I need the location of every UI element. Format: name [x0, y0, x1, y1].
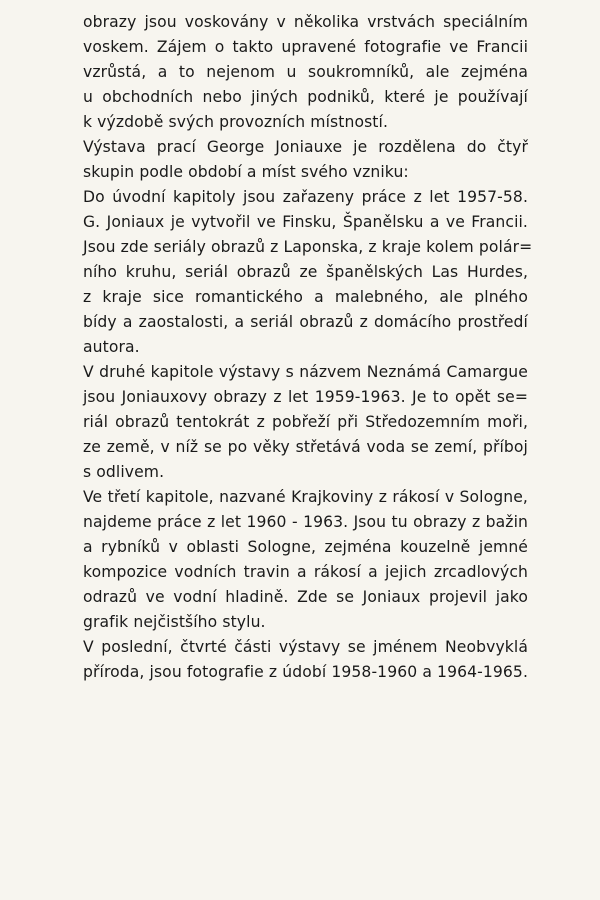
text-line: autora. — [83, 338, 140, 356]
text-line: Výstava prací George Joniauxe je rozdělena do čtyř — [83, 138, 528, 156]
text-line: V druhé kapitole výstavy s názvem Neznámá Camargue — [83, 363, 528, 381]
text-line: příroda, jsou fotografie z údobí 1958-1960 a 1964-1965. — [83, 663, 528, 681]
text-line: riál obrazů tentokrát z pobřeží při Středozemním moři, — [83, 413, 528, 431]
text-line: ního kruhu, seriál obrazů ze španělských Las Hurdes, — [83, 263, 528, 281]
text-line: bídy a zaostalosti, a seriál obrazů z domácího prostředí — [83, 313, 528, 331]
text-line: jsou Joniauxovy obrazy z let 1959-1963. Je to opět se= — [83, 388, 528, 406]
body-text — [83, 10, 533, 685]
text-line: odrazů ve vodní hladině. Zde se Joniaux projevil jako — [83, 588, 528, 606]
text-line: Jsou zde seriály obrazů z Laponska, z kraje kolem polár= — [83, 238, 533, 256]
text-line: a rybníků v oblasti Sologne, zejména kouzelně jemné — [83, 538, 528, 556]
text-line: vzrůstá, a to nejenom u soukromníků, ale zejména — [83, 63, 528, 81]
text-line: voskem. Zájem o takto upravené fotografie ve Francii — [83, 38, 528, 56]
text-line: u obchodních nebo jiných podniků, které je používají — [83, 88, 528, 106]
text-line: kompozice vodních travin a rákosí a jejich zrcadlových — [83, 563, 528, 581]
text-line: najdeme práce z let 1960 - 1963. Jsou tu obrazy z bažin — [83, 513, 528, 531]
text-line: ze země, v níž se po věky střetává voda se zemí, příboj — [83, 438, 528, 456]
text-line: skupin podle období a míst svého vzniku: — [83, 163, 409, 181]
text-line: k výzdobě svých provozních místností. — [83, 113, 389, 131]
text-line: z kraje sice romantického a malebného, ale plného — [83, 288, 528, 306]
text-line: Ve třetí kapitole, nazvané Krajkoviny z rákosí v Sologne, — [83, 488, 528, 506]
text-line: G. Joniaux je vytvořil ve Finsku, Španělsku a ve Francii. — [83, 213, 528, 231]
text-line: Do úvodní kapitoly jsou zařazeny práce z let 1957-58. — [83, 188, 528, 206]
text-line: s odlivem. — [83, 463, 165, 481]
text-line: obrazy jsou voskovány v několika vrstvách speciálním — [83, 13, 528, 31]
text-line: V poslední, čtvrté části výstavy se jménem Neobvyklá — [83, 638, 528, 656]
text-line: grafik nejčistšího stylu. — [83, 613, 266, 631]
